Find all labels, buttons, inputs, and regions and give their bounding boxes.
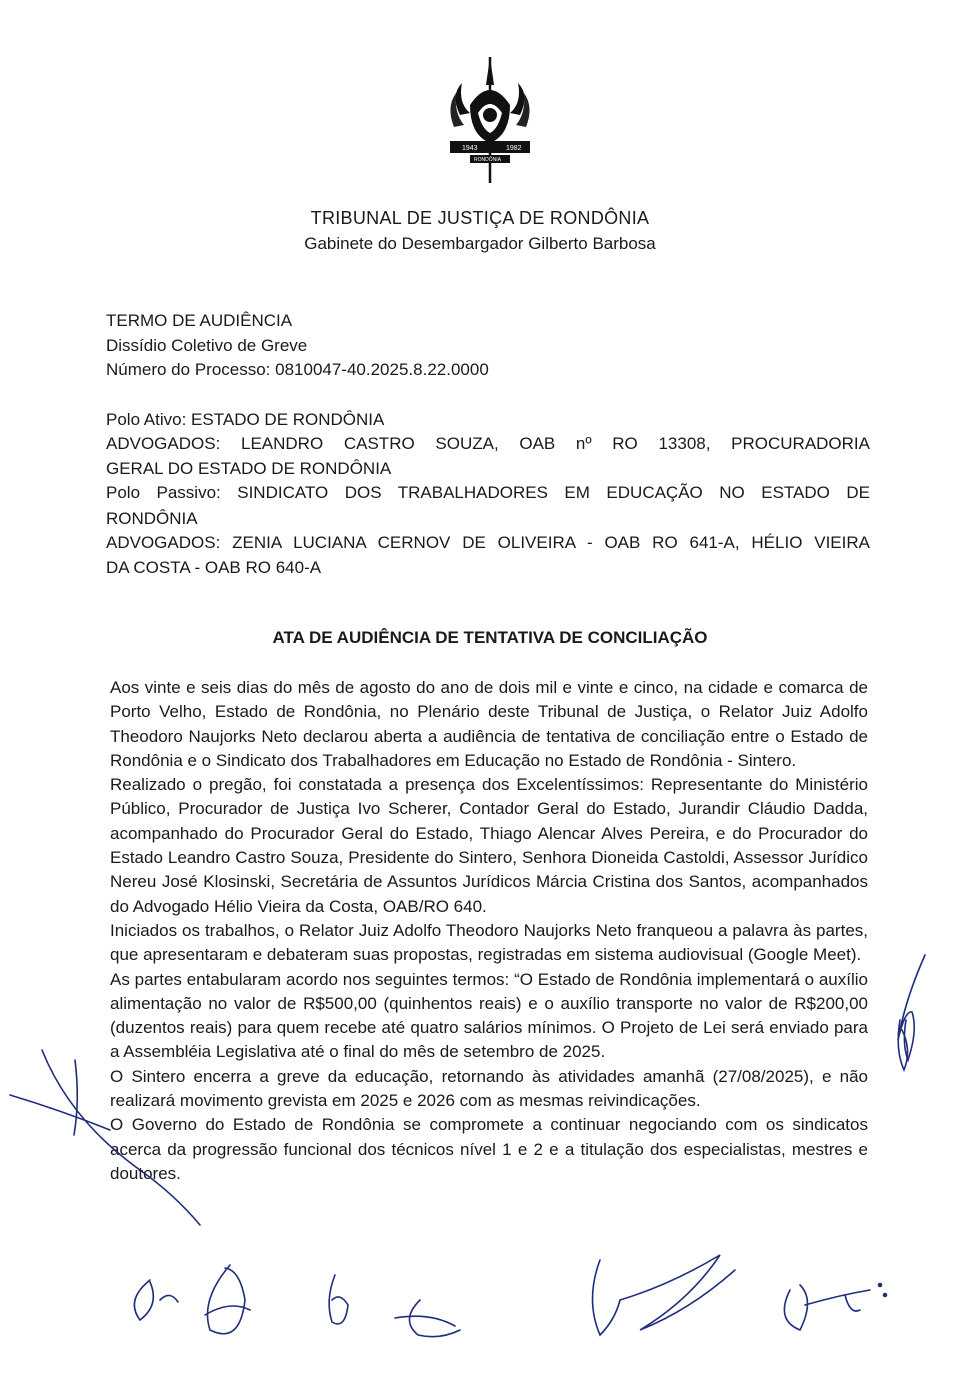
paragraph-proceedings: Iniciados os trabalhos, o Relator Juiz Adolfo Theodoro Naujorks Neto franqueou a palavra às partes, que apresentaram e debateram suas propostas, registradas em sistema audiovisual (Google Meet). [110,920,868,965]
paragraph-strike-end: O Sintero encerra a greve da educação, retornando às atividades amanhã (27/08/2025), e não realizará movimento grevista em 2025 e 2026 com as mesmas reivindicações. [110,1066,868,1111]
paragraph-agreement: As partes entabularam acordo nos seguintes termos: “O Estado de Rondônia implementará o auxílio alimentação no valor de R$500,00 (quinhentos reais) e o auxílio transporte no valor de R$200,00 (duzentos reais) para quem recebe até quatro salários mínimos. O Projeto de Lei será enviado para a Assembléia Legislativa até o final do mês de setembro de 2025. [110,969,868,1062]
advogados-ativo-line2: GERAL DO ESTADO DE RONDÔNIA [106,459,392,478]
process-number: Número do Processo: 0810047-40.2025.8.22.0000 [106,360,489,379]
seal-year-left: 1943 [462,145,478,152]
term-title: TERMO DE AUDIÊNCIA [106,311,293,330]
polo-ativo: Polo Ativo: ESTADO DE RONDÔNIA [106,410,385,429]
advogados-passivo-line1: ADVOGADOS: ZENIA LUCIANA CERNOV DE OLIVEIRA - OAB RO 641-A, HÉLIO VIEIRA [106,533,870,552]
advogados-ativo-line1: ADVOGADOS: LEANDRO CASTRO SOUZA, OAB nº RO 13308, PROCURADORIA [106,434,870,453]
signature-6 [784,1285,870,1330]
paragraph-opening: Aos vinte e seis dias do mês de agosto do ano de dois mil e vinte e cinco, na cidade e comarca de Porto Velho, Estado de Rondônia, no Plenário deste Tribunal de Justiça, o Relator Juiz Adolfo Theodoro Naujorks Neto declarou aberta a audiência de tentativa de conciliação entre o Estado de Rondônia e o Sindicato dos Trabalhadores em Educação no Estado de Rondônia - Sintero. [110,678,868,770]
signature-2 [205,1265,250,1334]
seal-banner: RONDÔNIA [474,157,501,163]
margin-mark-left [42,1050,200,1225]
signature-4 [395,1300,460,1337]
term-type: Dissídio Coletivo de Greve [106,336,308,355]
court-subtitle: Gabinete do Desembargador Gilberto Barbosa [304,234,656,253]
signature-1 [134,1280,178,1320]
signature-5 [593,1255,736,1335]
seal-year-right: 1982 [506,145,522,152]
margin-signature-right [898,955,925,1060]
paragraph-presence: Realizado o pregão, foi constatada a presença dos Excelentíssimos: Representante do Ministério Público, Procurador de Justiça Ivo Scherer, Contador Geral do Estado, Jurandir Cláudio Dadda, acompanhado do Procurador Geral do Estado, Thiago Alencar Alves Pereira, e do Procurador do Estado Leandro Castro Souza, Presidente do Sintero, Senhora Dioneida Castoldi, Assessor Jurídico Nereu José Klosinski, Secretária de Assuntos Jurídicos Márcia Cristina dos Santos, acompanhados do Advogado Hélio Vieira da Costa, OAB/RO 640. [110,775,868,916]
signature-3 [329,1275,348,1324]
polo-passivo-line1: Polo Passivo: SINDICATO DOS TRABALHADORES EM EDUCAÇÃO NO ESTADO DE [106,483,870,502]
polo-passivo-line2: RONDÔNIA [106,509,198,528]
ata-title: ATA DE AUDIÊNCIA DE TENTATIVA DE CONCILIAÇÃO [272,628,708,647]
court-title: TRIBUNAL DE JUSTIÇA DE RONDÔNIA [310,208,650,228]
paragraph-negotiation: O Governo do Estado de Rondônia se compromete a continuar negociando com os sindicatos acerca da progressão funcional dos técnicos nível 1 e 2 e a titulação dos especialistas, mestres e doutores. [110,1115,868,1183]
advogados-passivo-line2: DA COSTA - OAB RO 640-A [106,558,322,577]
